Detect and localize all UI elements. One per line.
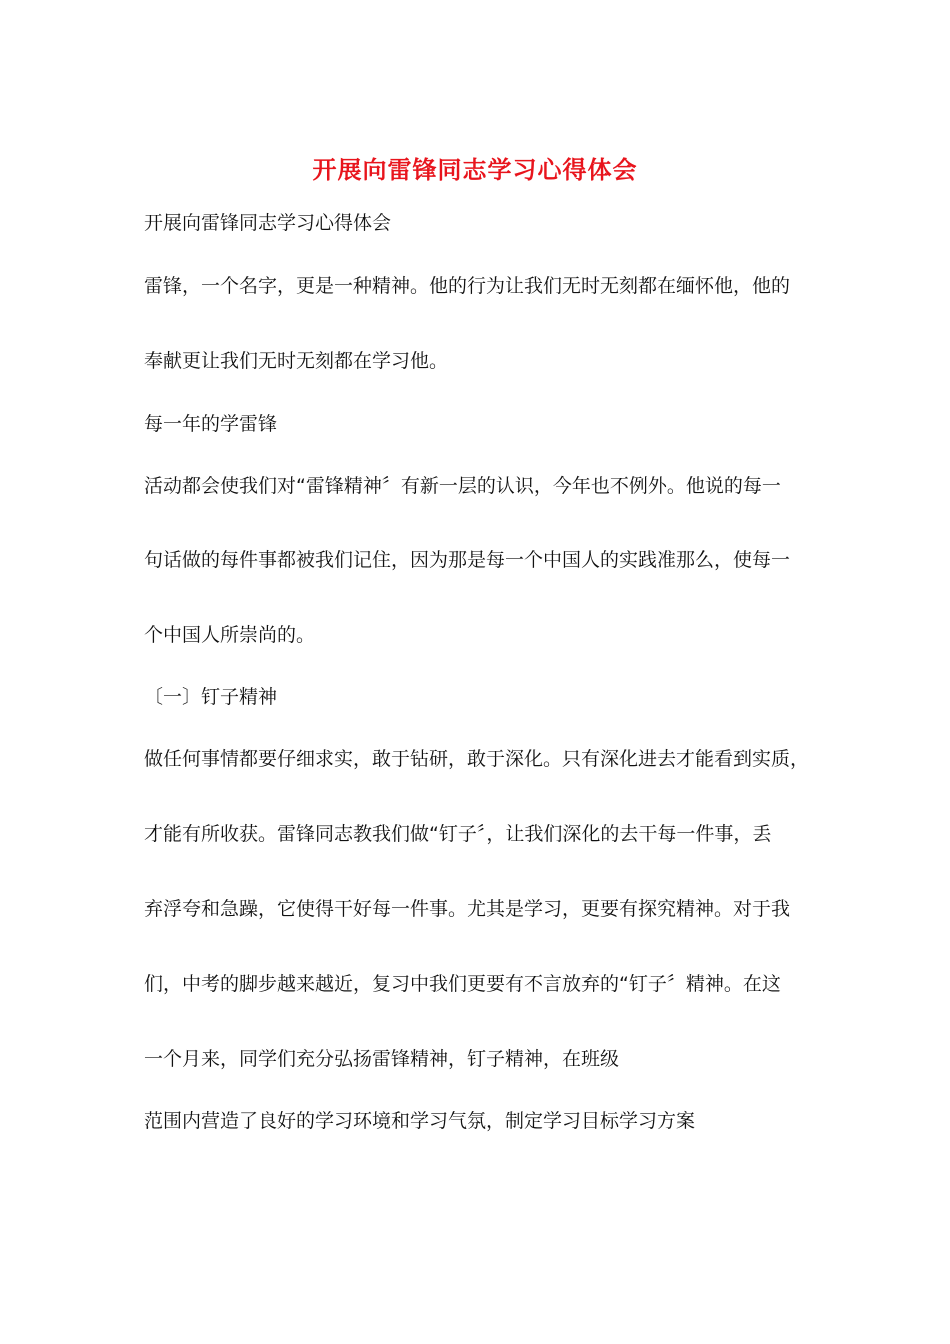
paragraph-line: 个中国人所崇尚的。 [144,624,316,646]
document-title: 开展向雷锋同志学习心得体会 [312,155,638,184]
paragraph-line: 们，中考的脚步越来越近，复习中我们更要有不言放弃的“钉子〞精神。在这 [144,973,781,995]
paragraph-line: 奉献更让我们无时无刻都在学习他。 [144,350,449,372]
paragraph-line: 句话做的每件事都被我们记住，因为那是每一个中国人的实践准那么，使每一 [144,549,791,571]
paragraph-line: 活动都会使我们对“雷锋精神〞有新一层的认识，今年也不例外。他说的每一 [144,475,781,497]
paragraph-line: 每一年的学雷锋 [144,413,278,435]
paragraph-line: 一个月来，同学们充分弘扬雷锋精神，钉子精神，在班级 [144,1048,620,1070]
subtitle-line: 开展向雷锋同志学习心得体会 [144,212,392,234]
paragraph-line: 雷锋，一个名字，更是一种精神。他的行为让我们无时无刻都在缅怀他，他的 [144,275,791,297]
paragraph-line: 做任何事情都要仔细求实，敢于钻研，敢于深化。只有深化进去才能看到实质， [144,748,810,770]
paragraph-line: 弃浮夸和急躁，它使得干好每一件事。尤其是学习，更要有探究精神。对于我 [144,898,791,920]
section-heading: 〔一〕钉子精神 [144,686,278,708]
paragraph-line: 才能有所收获。雷锋同志教我们做“钉子〞，让我们深化的去干每一件事，丢 [144,823,772,845]
paragraph-line: 范围内营造了良好的学习环境和学习气氛，制定学习目标学习方案 [144,1110,696,1132]
